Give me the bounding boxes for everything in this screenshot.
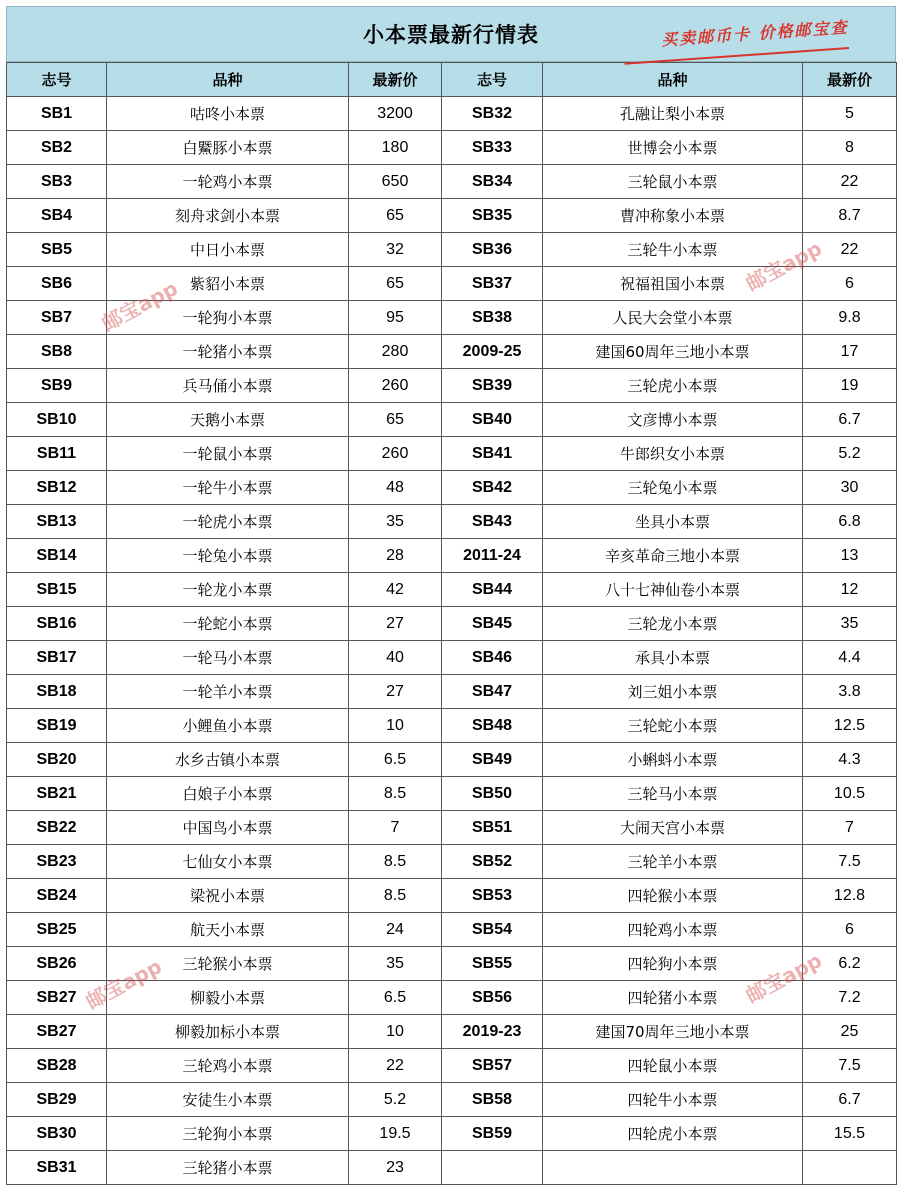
left-name-cell: 小鲤鱼小本票 [107,709,349,743]
left-price-cell: 28 [349,539,442,573]
right-name-cell: 三轮羊小本票 [543,845,803,879]
left-code-cell: SB23 [7,845,107,879]
left-price-cell: 40 [349,641,442,675]
left-code-cell: SB1 [7,97,107,131]
right-code-cell: 2009-25 [442,335,543,369]
right-name-cell: 八十七神仙卷小本票 [543,573,803,607]
table-row [7,709,897,743]
left-price-cell: 280 [349,335,442,369]
left-name-cell: 一轮兔小本票 [107,539,349,573]
right-price-cell: 25 [803,1015,897,1049]
table-row [7,403,897,437]
left-code-cell: SB15 [7,573,107,607]
table-row [7,471,897,505]
right-price-cell: 9.8 [803,301,897,335]
right-price-cell: 30 [803,471,897,505]
right-price-cell: 7.2 [803,981,897,1015]
table-row [7,369,897,403]
table-row [7,199,897,233]
left-price-cell: 10 [349,1015,442,1049]
left-code-cell: SB26 [7,947,107,981]
right-name-cell: 三轮马小本票 [543,777,803,811]
right-code-cell: SB46 [442,641,543,675]
table-row [7,1049,897,1083]
left-name-cell: 刻舟求剑小本票 [107,199,349,233]
header-code-left: 志号 [7,63,107,97]
table-row [7,675,897,709]
left-price-cell: 260 [349,369,442,403]
left-price-cell: 35 [349,947,442,981]
table-row [7,913,897,947]
left-name-cell: 三轮狗小本票 [107,1117,349,1151]
table-row [7,539,897,573]
right-name-cell: 大闹天宫小本票 [543,811,803,845]
left-price-cell: 8.5 [349,777,442,811]
right-name-cell: 刘三姐小本票 [543,675,803,709]
watermark-2: 邮宝app [741,235,826,296]
header-price-right: 最新价 [803,63,897,97]
right-name-cell: 四轮牛小本票 [543,1083,803,1117]
right-price-cell: 7.5 [803,1049,897,1083]
right-price-cell: 6.2 [803,947,897,981]
right-code-cell: SB40 [442,403,543,437]
right-name-cell: 文彦博小本票 [543,403,803,437]
left-code-cell: SB16 [7,607,107,641]
table-row [7,1015,897,1049]
right-code-cell: SB49 [442,743,543,777]
table-row [7,845,897,879]
left-code-cell: SB17 [7,641,107,675]
left-price-cell: 650 [349,165,442,199]
left-name-cell: 一轮马小本票 [107,641,349,675]
right-price-cell: 12 [803,573,897,607]
right-price-cell: 5.2 [803,437,897,471]
left-name-cell: 一轮羊小本票 [107,675,349,709]
right-code-cell: SB45 [442,607,543,641]
right-name-cell: 四轮猴小本票 [543,879,803,913]
left-name-cell: 安徒生小本票 [107,1083,349,1117]
right-code-cell: SB32 [442,97,543,131]
table-body [7,97,897,1185]
left-code-cell: SB10 [7,403,107,437]
left-code-cell: SB4 [7,199,107,233]
right-code-cell: SB42 [442,471,543,505]
left-name-cell: 中日小本票 [107,233,349,267]
right-code-cell: SB57 [442,1049,543,1083]
right-name-cell: 四轮鼠小本票 [543,1049,803,1083]
table-row [7,777,897,811]
left-code-cell: SB6 [7,267,107,301]
table-row [7,1083,897,1117]
left-code-cell: SB18 [7,675,107,709]
table-row [7,505,897,539]
left-name-cell: 柳毅加标小本票 [107,1015,349,1049]
left-code-cell: SB3 [7,165,107,199]
table-row [7,437,897,471]
table-row [7,1151,897,1185]
left-price-cell: 7 [349,811,442,845]
header-price-left: 最新价 [349,63,442,97]
left-price-cell: 8.5 [349,845,442,879]
right-name-cell: 三轮蛇小本票 [543,709,803,743]
right-price-cell: 8 [803,131,897,165]
left-code-cell: SB28 [7,1049,107,1083]
right-code-cell: 2011-24 [442,539,543,573]
table-row [7,607,897,641]
left-code-cell: SB27 [7,981,107,1015]
left-price-cell: 24 [349,913,442,947]
left-price-cell: 65 [349,267,442,301]
table-row [7,981,897,1015]
left-name-cell: 中国鸟小本票 [107,811,349,845]
right-name-cell: 辛亥革命三地小本票 [543,539,803,573]
right-name-cell: 四轮鸡小本票 [543,913,803,947]
page-title: 小本票最新行情表 [363,23,539,47]
right-price-cell: 6 [803,267,897,301]
right-name-cell: 孔融让梨小本票 [543,97,803,131]
right-code-cell: SB44 [442,573,543,607]
slogan-text: 买卖邮币卡 价格邮宝查 [661,17,850,50]
left-code-cell: SB12 [7,471,107,505]
right-name-cell: 三轮牛小本票 [543,233,803,267]
left-price-cell: 65 [349,403,442,437]
left-code-cell: SB11 [7,437,107,471]
left-price-cell: 6.5 [349,981,442,1015]
table-row [7,641,897,675]
right-code-cell: 2019-23 [442,1015,543,1049]
right-code-cell: SB58 [442,1083,543,1117]
table-row [7,743,897,777]
right-code-cell: SB48 [442,709,543,743]
left-price-cell: 95 [349,301,442,335]
left-code-cell: SB13 [7,505,107,539]
right-code-cell: SB43 [442,505,543,539]
left-price-cell: 5.2 [349,1083,442,1117]
right-code-cell: SB51 [442,811,543,845]
right-name-cell: 小蝌蚪小本票 [543,743,803,777]
left-name-cell: 三轮鸡小本票 [107,1049,349,1083]
right-price-cell: 15.5 [803,1117,897,1151]
left-price-cell: 10 [349,709,442,743]
left-code-cell: SB14 [7,539,107,573]
right-code-cell: SB36 [442,233,543,267]
left-name-cell: 水乡古镇小本票 [107,743,349,777]
watermark-1: 邮宝app [97,275,182,336]
left-name-cell: 一轮龙小本票 [107,573,349,607]
left-code-cell: SB21 [7,777,107,811]
right-price-cell: 5 [803,97,897,131]
left-name-cell: 三轮猴小本票 [107,947,349,981]
right-name-cell: 三轮虎小本票 [543,369,803,403]
right-name-cell: 三轮鼠小本票 [543,165,803,199]
left-price-cell: 180 [349,131,442,165]
right-code-cell: SB54 [442,913,543,947]
right-price-cell: 22 [803,165,897,199]
left-code-cell: SB7 [7,301,107,335]
left-code-cell: SB20 [7,743,107,777]
left-name-cell: 一轮鼠小本票 [107,437,349,471]
right-price-cell: 12.8 [803,879,897,913]
price-sheet [6,6,896,1185]
left-name-cell: 一轮牛小本票 [107,471,349,505]
right-price-cell: 7.5 [803,845,897,879]
right-name-cell: 四轮虎小本票 [543,1117,803,1151]
table-row [7,267,897,301]
table-row [7,335,897,369]
right-price-cell: 10.5 [803,777,897,811]
left-price-cell: 3200 [349,97,442,131]
left-price-cell: 42 [349,573,442,607]
left-price-cell: 8.5 [349,879,442,913]
left-code-cell: SB5 [7,233,107,267]
left-price-cell: 23 [349,1151,442,1185]
left-price-cell: 22 [349,1049,442,1083]
watermark-3: 邮宝app [81,953,166,1014]
right-name-cell: 三轮龙小本票 [543,607,803,641]
header-code-right: 志号 [442,63,543,97]
left-name-cell: 梁祝小本票 [107,879,349,913]
right-code-cell: SB39 [442,369,543,403]
header-row [7,63,897,97]
left-name-cell: 柳毅小本票 [107,981,349,1015]
left-price-cell: 32 [349,233,442,267]
watermark-4: 邮宝app [741,947,826,1008]
table-row [7,165,897,199]
left-name-cell: 兵马俑小本票 [107,369,349,403]
left-code-cell: SB24 [7,879,107,913]
right-name-cell: 承具小本票 [543,641,803,675]
left-price-cell: 35 [349,505,442,539]
table-row [7,1117,897,1151]
left-price-cell: 48 [349,471,442,505]
right-name-cell: 四轮猪小本票 [543,981,803,1015]
right-name-cell: 人民大会堂小本票 [543,301,803,335]
right-price-cell: 12.5 [803,709,897,743]
right-name-cell: 建国70周年三地小本票 [543,1015,803,1049]
left-code-cell: SB25 [7,913,107,947]
right-price-cell: 22 [803,233,897,267]
right-code-cell: SB35 [442,199,543,233]
right-price-cell: 6.7 [803,403,897,437]
left-name-cell: 一轮猪小本票 [107,335,349,369]
right-name-cell: 坐具小本票 [543,505,803,539]
header-name-left: 品种 [107,63,349,97]
table-row [7,811,897,845]
right-name-cell: 祝福祖国小本票 [543,267,803,301]
right-code-cell [442,1151,543,1185]
right-code-cell: SB33 [442,131,543,165]
right-name-cell: 建国60周年三地小本票 [543,335,803,369]
left-price-cell: 6.5 [349,743,442,777]
left-name-cell: 一轮鸡小本票 [107,165,349,199]
right-name-cell: 四轮狗小本票 [543,947,803,981]
right-code-cell: SB38 [442,301,543,335]
right-code-cell: SB52 [442,845,543,879]
right-code-cell: SB37 [442,267,543,301]
left-name-cell: 白娘子小本票 [107,777,349,811]
left-name-cell: 咕咚小本票 [107,97,349,131]
right-code-cell: SB59 [442,1117,543,1151]
right-code-cell: SB47 [442,675,543,709]
left-code-cell: SB30 [7,1117,107,1151]
right-code-cell: SB50 [442,777,543,811]
left-code-cell: SB22 [7,811,107,845]
right-price-cell: 6 [803,913,897,947]
left-code-cell: SB29 [7,1083,107,1117]
left-name-cell: 白鱀豚小本票 [107,131,349,165]
title-bar [6,6,896,62]
left-code-cell: SB9 [7,369,107,403]
left-code-cell: SB31 [7,1151,107,1185]
left-name-cell: 三轮猪小本票 [107,1151,349,1185]
right-price-cell: 6.7 [803,1083,897,1117]
left-name-cell: 一轮狗小本票 [107,301,349,335]
table-row [7,301,897,335]
table-row [7,879,897,913]
right-price-cell: 4.4 [803,641,897,675]
left-price-cell: 27 [349,607,442,641]
right-price-cell: 19 [803,369,897,403]
right-code-cell: SB53 [442,879,543,913]
left-name-cell: 航天小本票 [107,913,349,947]
left-name-cell: 一轮虎小本票 [107,505,349,539]
left-code-cell: SB8 [7,335,107,369]
table-row [7,233,897,267]
right-price-cell: 4.3 [803,743,897,777]
right-code-cell: SB56 [442,981,543,1015]
right-code-cell: SB55 [442,947,543,981]
left-price-cell: 65 [349,199,442,233]
right-name-cell: 曹冲称象小本票 [543,199,803,233]
right-name-cell: 世博会小本票 [543,131,803,165]
left-name-cell: 七仙女小本票 [107,845,349,879]
right-code-cell: SB34 [442,165,543,199]
right-price-cell: 35 [803,607,897,641]
right-name-cell: 牛郎织女小本票 [543,437,803,471]
right-price-cell [803,1151,897,1185]
right-name-cell [543,1151,803,1185]
left-name-cell: 紫貂小本票 [107,267,349,301]
left-price-cell: 27 [349,675,442,709]
right-price-cell: 3.8 [803,675,897,709]
right-code-cell: SB41 [442,437,543,471]
left-code-cell: SB27 [7,1015,107,1049]
right-price-cell: 17 [803,335,897,369]
header-name-right: 品种 [543,63,803,97]
left-name-cell: 一轮蛇小本票 [107,607,349,641]
table-row [7,947,897,981]
left-name-cell: 天鹅小本票 [107,403,349,437]
left-price-cell: 19.5 [349,1117,442,1151]
right-price-cell: 8.7 [803,199,897,233]
right-price-cell: 13 [803,539,897,573]
left-code-cell: SB2 [7,131,107,165]
left-code-cell: SB19 [7,709,107,743]
left-price-cell: 260 [349,437,442,471]
right-name-cell: 三轮兔小本票 [543,471,803,505]
right-price-cell: 7 [803,811,897,845]
table-row [7,131,897,165]
right-price-cell: 6.8 [803,505,897,539]
table-row [7,573,897,607]
table-row [7,97,897,131]
price-table [6,62,897,1185]
